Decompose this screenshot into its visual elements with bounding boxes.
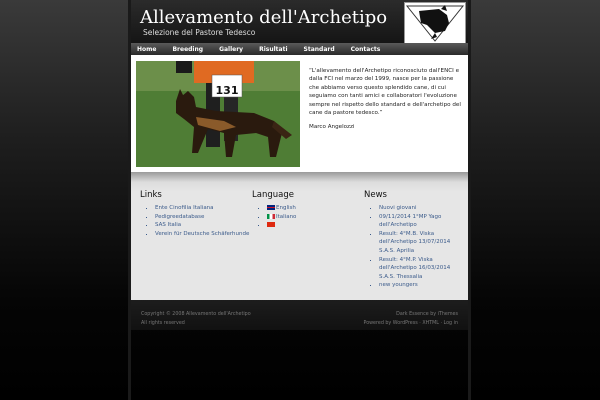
nav-risultati[interactable]: Risultati (259, 45, 288, 53)
nav-contacts[interactable]: Contacts (350, 45, 381, 53)
language-item-chinese[interactable] (267, 221, 362, 230)
news-item[interactable]: ▪ Nuovi giovani (379, 204, 464, 213)
language-label: Italiano (276, 213, 297, 220)
links-widget (140, 190, 250, 238)
news-item[interactable]: ▪ Result: 4°M.B. Viska dell'Archetipo 13/07/2014 S.A.S. Aprilia (379, 230, 464, 256)
language-widget (252, 190, 362, 230)
footer-credit[interactable]: Dark Essence by iThemes (396, 312, 458, 317)
language-item-italiano[interactable] (267, 213, 362, 222)
footer-copyright: Copyright © 2008 Allevamento dell'Archetipo (141, 312, 251, 317)
dog-photo (136, 61, 300, 167)
link-item[interactable]: ▪ Pedigreedatabase (155, 213, 250, 222)
page-container (131, 0, 468, 400)
site-footer (131, 300, 468, 330)
link-item[interactable]: ▪ Verein für Deutsche Schäferhunde (155, 230, 250, 239)
site-description: Selezione del Pastore Tedesco (143, 28, 256, 37)
links-title: Links (140, 190, 162, 200)
footer-rights: All rights reserved (141, 321, 185, 326)
main-content (131, 55, 468, 172)
links-list (140, 204, 250, 238)
footer-powered[interactable]: Powered by WordPress · XHTML · Log in (363, 321, 458, 326)
italy-flag-icon (267, 214, 275, 219)
nav-gallery[interactable]: Gallery (219, 45, 244, 53)
uk-flag-icon (267, 205, 275, 210)
news-widget (364, 190, 464, 290)
news-item[interactable]: ▪ new youngers (379, 281, 464, 290)
widget-area (131, 172, 468, 300)
quote-signature: Marco Angelozzi (309, 124, 355, 130)
language-item-english[interactable] (267, 204, 362, 213)
language-title: Language (252, 190, 294, 200)
intro-quote: “L'allevamento dell'Archetipo riconosciuto dall'ENCI e dalla FCI nel marzo del 1999, nasce per la passione che abbiamo verso questo splendido cane, di cui seguiamo con tanti amici e collaboratori l'evoluzione sempre nel rispetto dello standard e dell'archetipo del cane da pastore tedesco.” (309, 68, 461, 117)
news-item[interactable]: ▪ Result: 4°M.P. Viska dell'Archetipo 16/03/2014 S.A.S. Thessalia (379, 256, 464, 282)
site-header (131, 0, 468, 43)
main-nav (131, 43, 468, 55)
language-list (252, 204, 362, 230)
china-flag-icon (267, 222, 275, 227)
nav-breeding[interactable]: Breeding (172, 45, 204, 53)
site-title[interactable]: Allevamento dell'Archetipo (140, 7, 388, 28)
news-list (364, 204, 464, 290)
nav-home[interactable]: Home (137, 45, 157, 53)
bib-number: 131 (215, 84, 239, 97)
site-logo[interactable] (404, 2, 466, 44)
nav-standard[interactable]: Standard (303, 45, 335, 53)
news-item[interactable]: ▪ 09/11/2014 1°MP Yago dell'Archetipo (379, 213, 464, 230)
news-title: News (364, 190, 387, 200)
language-label: English (276, 205, 296, 211)
link-item[interactable]: ▪ Ente Cinofilia Italiana (155, 204, 250, 213)
link-item[interactable]: ▪ SAS Italia (155, 221, 250, 230)
